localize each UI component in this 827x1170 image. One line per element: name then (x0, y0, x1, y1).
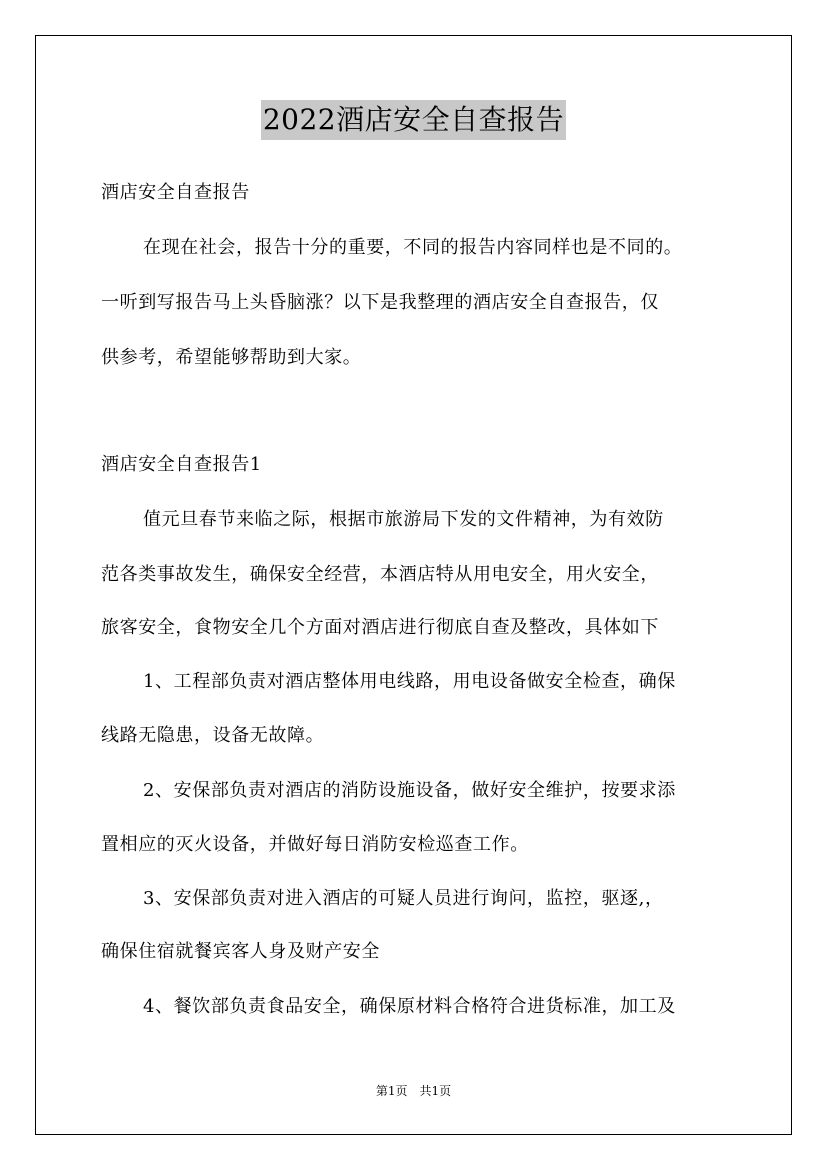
intro-line-1: 在现在社会，报告十分的重要，不同的报告内容同样也是不同的。 (143, 237, 683, 258)
page-footer: 第1页 共1页 (375, 1084, 452, 1098)
body-line-6: 2、安保部负责对酒店的消防设施设备，做好安全维护，按要求添 (143, 780, 676, 801)
document-title: 2022酒店安全自查报告 (261, 100, 566, 140)
body-line-8: 3、安保部负责对进入酒店的可疑人员进行询问，监控，驱逐,， (143, 888, 664, 909)
body-line-4: 1、工程部负责对酒店整体用电线路，用电设备做安全检查，确保 (143, 671, 676, 692)
body-line-9: 确保住宿就餐宾客人身及财产安全 (101, 941, 380, 962)
body-line-1: 值元旦春节来临之际，根据市旅游局下发的文件精神，为有效防 (143, 509, 664, 530)
intro-line-2: 一听到写报告马上头昏脑涨？以下是我整理的酒店安全自查报告，仅 (101, 292, 659, 313)
body-line-5: 线路无隐患，设备无故障。 (101, 725, 325, 746)
body-line-2: 范各类事故发生，确保安全经营，本酒店特从用电安全，用火安全， (101, 564, 659, 585)
body-line-10: 4、餐饮部负责食品安全，确保原材料合格符合进货标准，加工及 (143, 996, 676, 1017)
body-line-3: 旅客安全，食物安全几个方面对酒店进行彻底自查及整改，具体如下 (101, 617, 659, 638)
intro-line-3: 供参考，希望能够帮助到大家。 (101, 347, 362, 368)
title-block (0, 100, 827, 140)
section-heading: 酒店安全自查报告1 (101, 454, 262, 475)
body-line-7: 置相应的灭火设备，并做好每日消防安检巡查工作。 (101, 834, 529, 855)
document-subtitle: 酒店安全自查报告 (101, 182, 250, 203)
